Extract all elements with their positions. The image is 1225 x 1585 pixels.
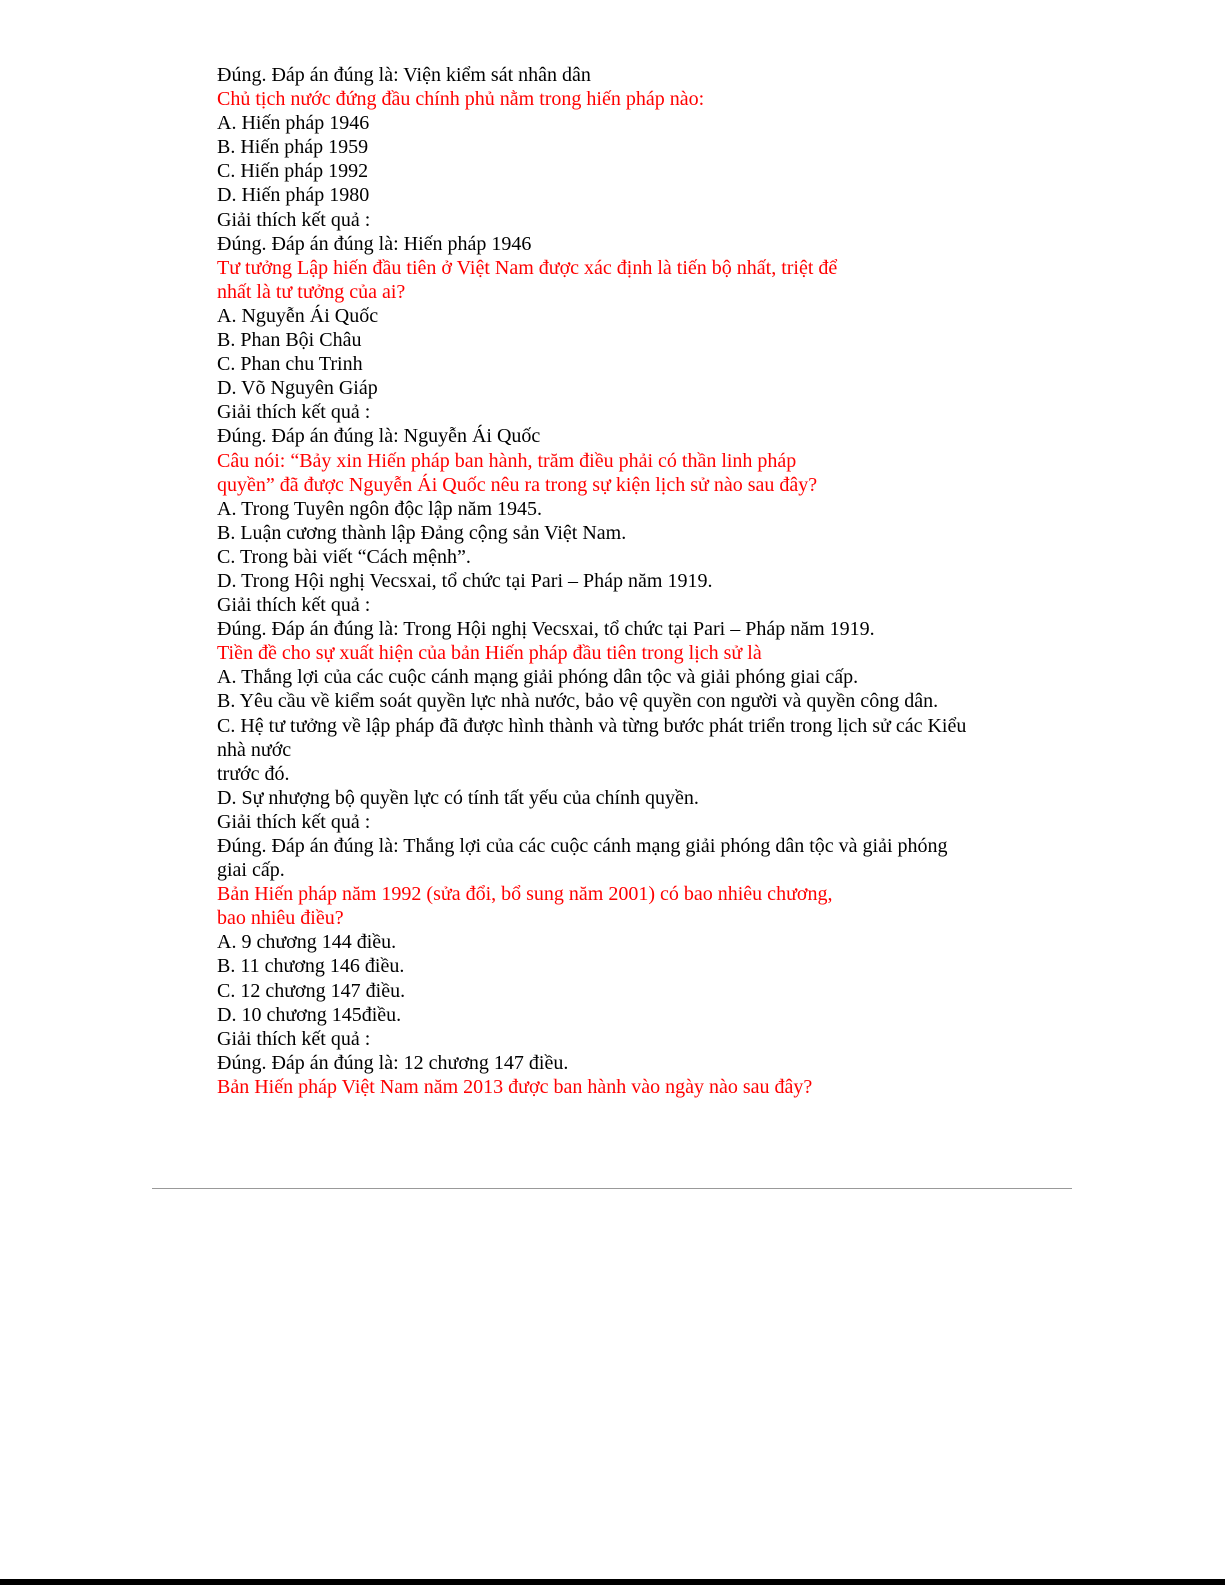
question-line: Bản Hiến pháp năm 1992 (sửa đổi, bổ sung năm 2001) có bao nhiêu chương,	[217, 883, 833, 906]
answer-line: Đúng. Đáp án đúng là: Trong Hội nghị Vecsxai, tổ chức tại Pari – Pháp năm 1919.	[217, 618, 875, 641]
answer-line: Đúng. Đáp án đúng là: Thắng lợi của các cuộc cánh mạng giải phóng dân tộc và giải phóng	[217, 835, 948, 857]
explanation-label: Giải thích kết quả :	[217, 1027, 371, 1050]
answer-line: Đúng. Đáp án đúng là: Hiến pháp 1946	[217, 232, 532, 255]
option-line: C. 12 chương 147 điều.	[217, 979, 406, 1002]
option-line: A. 9 chương 144 điều.	[217, 931, 397, 954]
option-line: C. Hệ tư tưởng về lập pháp đã được hình thành và từng bước phát triển trong lịch sử các Kiểu	[217, 714, 967, 737]
question-line: nhất là tư tưởng của ai?	[217, 280, 406, 303]
option-line: A. Nguyễn Ái Quốc	[217, 304, 379, 327]
answer-line: Đúng. Đáp án đúng là: Nguyễn Ái Quốc	[217, 425, 541, 448]
explanation-label: Giải thích kết quả :	[217, 594, 371, 617]
answer-line: giai cấp.	[217, 859, 285, 882]
question-line: Tư tưởng Lập hiến đầu tiên ở Việt Nam được xác định là tiến bộ nhất, triệt để	[217, 256, 838, 279]
option-line: trước đó.	[217, 762, 290, 785]
option-line: A. Thắng lợi của các cuộc cánh mạng giải phóng dân tộc và giải phóng giai cấp.	[217, 666, 859, 689]
explanation-label: Giải thích kết quả :	[217, 208, 371, 231]
option-line: D. Hiến pháp 1980	[217, 184, 370, 207]
option-line: B. Hiến pháp 1959	[217, 136, 369, 159]
question-line: Câu nói: “Bảy xin Hiến pháp ban hành, trăm điều phải có thần linh pháp	[217, 449, 797, 472]
question-line: bao nhiêu điều?	[217, 907, 344, 930]
answer-line: Đúng. Đáp án đúng là: 12 chương 147 điều.	[217, 1051, 569, 1074]
page-bottom-edge	[0, 1579, 1225, 1585]
option-line: C. Trong bài viết “Cách mệnh”.	[217, 545, 471, 568]
option-line: B. 11 chương 146 điều.	[217, 955, 405, 978]
page-divider	[152, 1188, 1072, 1189]
option-line: B. Yêu cầu về kiểm soát quyền lực nhà nước, bảo vệ quyền con người và quyền công dân.	[217, 690, 939, 713]
option-line: C. Hiến pháp 1992	[217, 160, 369, 183]
explanation-label: Giải thích kết quả :	[217, 401, 371, 424]
option-line: nhà nước	[217, 738, 292, 761]
document-body	[217, 63, 1017, 1099]
answer-line: Đúng. Đáp án đúng là: Viện kiểm sát nhân dân	[217, 64, 591, 86]
option-line: D. Trong Hội nghị Vecsxai, tổ chức tại Pari – Pháp năm 1919.	[217, 569, 713, 592]
option-line: A. Trong Tuyên ngôn độc lập năm 1945.	[217, 497, 543, 520]
option-line: B. Phan Bội Châu	[217, 329, 362, 352]
option-line: D. 10 chương 145điều.	[217, 1003, 402, 1026]
question-line: Bản Hiến pháp Việt Nam năm 2013 được ban hành vào ngày nào sau đây?	[217, 1075, 813, 1098]
question-line: Chủ tịch nước đứng đầu chính phủ nằm trong hiến pháp nào:	[217, 88, 705, 111]
option-line: C. Phan chu Trinh	[217, 353, 363, 376]
question-line: quyền” đã được Nguyễn Ái Quốc nêu ra trong sự kiện lịch sử nào sau đây?	[217, 473, 818, 496]
option-line: B. Luận cương thành lập Đảng cộng sản Việt Nam.	[217, 521, 627, 544]
option-line: A. Hiến pháp 1946	[217, 112, 370, 135]
explanation-label: Giải thích kết quả :	[217, 810, 371, 833]
option-line: D. Sự nhượng bộ quyền lực có tính tất yếu của chính quyền.	[217, 786, 699, 809]
question-line: Tiền đề cho sự xuất hiện của bản Hiến pháp đầu tiên trong lịch sử là	[217, 642, 762, 665]
option-line: D. Võ Nguyên Giáp	[217, 377, 378, 400]
